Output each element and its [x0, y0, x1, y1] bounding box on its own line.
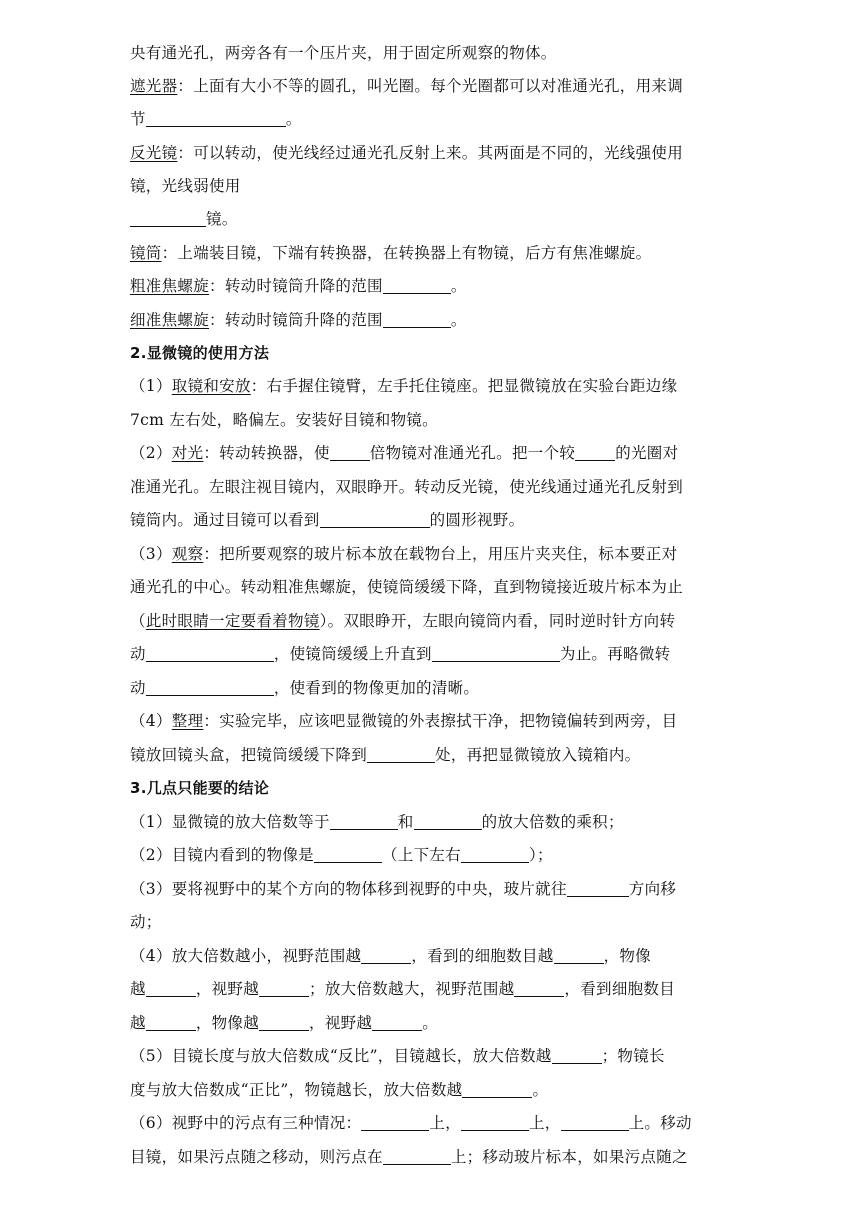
text-span: 的放大倍数的乘积；	[481, 813, 624, 831]
answer-blank[interactable]	[146, 110, 286, 127]
text-line	[130, 1112, 730, 1134]
answer-blank[interactable]	[514, 980, 564, 997]
text-span: 上，	[429, 1114, 461, 1132]
answer-blank[interactable]	[414, 813, 482, 830]
text-span: ，视野越	[309, 1014, 373, 1032]
answer-blank[interactable]	[461, 846, 529, 863]
text-span: （6）视野中的污点有三种情况：	[130, 1114, 362, 1132]
answer-blank[interactable]	[330, 813, 398, 830]
text-span: 。	[285, 110, 302, 128]
answer-blank[interactable]	[146, 679, 274, 696]
answer-blank[interactable]	[383, 311, 451, 328]
text-span: （3）要将视野中的某个方向的物体移到视野的中央，玻片就往	[130, 880, 567, 898]
text-span: 。	[532, 1081, 549, 1099]
term-tube: 镜筒	[130, 244, 162, 262]
text-line	[130, 208, 730, 230]
text-line	[130, 576, 730, 598]
text-span: 整理	[171, 712, 204, 730]
answer-blank[interactable]	[567, 880, 629, 897]
answer-blank[interactable]	[146, 980, 196, 997]
answer-blank[interactable]	[383, 277, 451, 294]
text-line	[130, 309, 730, 331]
text-line	[130, 375, 730, 397]
answer-blank[interactable]	[561, 1114, 629, 1131]
text-line	[130, 1079, 730, 1101]
text-span: ，物像	[603, 947, 651, 965]
text-span: （4）放大倍数越小，视野范围越	[130, 947, 362, 965]
text-span: 动；	[130, 913, 162, 931]
text-span: （2）目镜内看到的物像是	[130, 846, 314, 864]
text-span: 上。移动	[628, 1114, 692, 1132]
text-line	[130, 911, 730, 933]
text-line	[130, 945, 730, 967]
text-line	[130, 1045, 730, 1067]
text-span: （2）	[130, 444, 172, 462]
answer-blank[interactable]	[314, 846, 382, 863]
answer-blank[interactable]	[552, 1047, 602, 1064]
text-span: 上；移动玻片标本，如果污点随之	[450, 1148, 688, 1166]
text-span: 镜放回镜头盒，把镜筒缓缓下降到	[130, 746, 368, 764]
answer-blank[interactable]	[146, 1014, 196, 1031]
text-span: ：实验完毕，应该吧显微镜的外表擦拭干净，把物镜偏转到两旁，目	[203, 712, 678, 730]
text-span: ：转动转换器，使	[203, 444, 330, 462]
text-span: 。	[450, 311, 467, 329]
text-line	[130, 811, 730, 833]
text-line	[130, 476, 730, 498]
text-span: ：上端装目镜，下端有转换器，在转换器上有物镜，后方有焦准螺旋。	[161, 244, 652, 262]
text-span: ；物镜长	[601, 1047, 665, 1065]
text-span: ）。双眼睁开，左眼向镜筒内看，同时逆时针方向转	[319, 612, 676, 630]
text-line	[130, 175, 730, 197]
answer-blank[interactable]	[130, 210, 206, 227]
text-line	[130, 1012, 730, 1034]
text-span: （5）目镜长度与放大倍数成“反比”，目镜越长，放大倍数越	[130, 1047, 552, 1065]
answer-blank[interactable]	[432, 645, 560, 662]
text-span: 动	[130, 645, 146, 663]
text-span: ：上面有大小不等的圆孔，叫光圈。每个光圈都可以对准通光孔，用来调	[177, 77, 684, 95]
text-line	[130, 275, 730, 297]
text-span: ；放大倍数越大，视野范围越	[309, 980, 515, 998]
text-span: 镜，光线弱使用	[130, 177, 241, 195]
text-span: ，看到细胞数目	[564, 980, 676, 998]
text-line	[130, 1146, 730, 1168]
text-span: 对光	[171, 444, 204, 462]
text-span: 取镜和安放	[171, 377, 251, 395]
answer-blank[interactable]	[259, 980, 309, 997]
text-span: ：把所要观察的玻片标本放在载物台上，用压片夹夹住，标本要正对	[203, 545, 678, 563]
text-span: 为止。再略微转	[559, 645, 671, 663]
text-span: 镜筒内。通过目镜可以看到	[130, 511, 320, 529]
text-span: 节	[130, 110, 146, 128]
text-line	[130, 610, 730, 632]
text-span: 动	[130, 679, 146, 697]
answer-blank[interactable]	[383, 1148, 451, 1165]
answer-blank[interactable]	[575, 444, 615, 461]
text-line	[130, 677, 730, 699]
text-span: 观察	[171, 545, 204, 563]
text-span: （上下左右	[381, 846, 461, 864]
text-span: 准通光孔。左眼注视目镜内，双眼睁开。转动反光镜，使光线通过通光孔反射到	[130, 478, 684, 496]
text-span: 通光孔的中心。转动粗准焦螺旋，使镜筒缓缓下降，直到物镜接近玻片标本为止	[130, 578, 684, 596]
text-span: 。	[422, 1014, 439, 1032]
text-span: 上，	[528, 1114, 561, 1132]
text-span: ：转动时镜筒升降的范围	[209, 311, 383, 329]
text-line	[130, 409, 730, 431]
text-span: （3）	[130, 545, 172, 563]
text-span: ：右手握住镜臂，左手托住镜座。把显微镜放在实验台距边缘	[250, 377, 678, 395]
text-span: 此时眼睛一定要看着物镜	[145, 612, 320, 630]
text-line	[130, 844, 730, 866]
text-span: 方向移	[628, 880, 677, 898]
text-span: 越	[130, 980, 146, 998]
answer-blank[interactable]	[461, 1114, 529, 1131]
term-diaphragm: 遮光器	[130, 77, 178, 95]
text-span: ）；	[528, 846, 553, 864]
text-line	[130, 978, 730, 1000]
answer-blank[interactable]	[462, 1081, 532, 1098]
section-heading: 3.几点只能要的结论	[130, 779, 270, 797]
text-span: 目镜，如果污点随之移动，则污点在	[130, 1148, 383, 1166]
text-line	[130, 108, 730, 130]
text-line	[130, 442, 730, 464]
term-mirror: 反光镜	[130, 144, 178, 162]
term-fine-focus: 细准焦螺旋	[130, 311, 210, 329]
text-span: 央有通光孔，两旁各有一个压片夹，用于固定所观察的物体。	[130, 44, 557, 62]
answer-blank[interactable]	[361, 947, 411, 964]
text-span: ：可以转动，使光线经过通光孔反射上来。其两面是不同的，光线强使用	[177, 144, 684, 162]
answer-blank[interactable]	[361, 1114, 429, 1131]
text-line	[130, 75, 730, 97]
text-span: ，视野越	[195, 980, 260, 998]
text-span: ，看到的细胞数目越	[411, 947, 554, 965]
text-span: 和	[397, 813, 414, 831]
answer-blank[interactable]	[259, 1014, 309, 1031]
text-line	[130, 42, 730, 64]
text-span: ，使镜筒缓缓上升直到	[273, 645, 432, 663]
text-span: 7cm 左右处，略偏左。安装好目镜和物镜。	[130, 411, 438, 429]
answer-blank[interactable]	[367, 746, 435, 763]
text-span: （1）	[130, 377, 172, 395]
text-span: 越	[130, 1014, 146, 1032]
text-line	[130, 744, 730, 766]
text-line	[130, 643, 730, 665]
text-line	[130, 543, 730, 565]
answer-blank[interactable]	[372, 1014, 422, 1031]
text-span: 度与放大倍数成“正比”，物镜越长，放大倍数越	[130, 1081, 463, 1099]
section-heading: 2.显微镜的使用方法	[130, 344, 270, 362]
text-span: （4）	[130, 712, 172, 730]
text-span: 倍物镜对准通光孔。把一个较	[369, 444, 576, 462]
text-span: 。	[450, 277, 467, 295]
text-span: 镜。	[206, 210, 238, 228]
text-line	[130, 509, 730, 531]
text-span: ，物像越	[195, 1014, 260, 1032]
text-span: 处，再把显微镜放入镜箱内。	[435, 746, 641, 764]
term-coarse-focus: 粗准焦螺旋	[130, 277, 210, 295]
answer-blank[interactable]	[554, 947, 604, 964]
text-span: （1）显微镜的放大倍数等于	[130, 813, 330, 831]
text-span: 的圆形视野。	[429, 511, 525, 529]
answer-blank[interactable]	[146, 645, 274, 662]
text-span: ，使看到的物像更加的清晰。	[273, 679, 480, 697]
text-line	[130, 142, 730, 164]
text-span: 的光圈对	[615, 444, 679, 462]
text-span: ：转动时镜筒升降的范围	[209, 277, 383, 295]
text-span: （	[130, 612, 146, 630]
answer-blank[interactable]	[330, 444, 370, 461]
text-line	[130, 242, 730, 264]
answer-blank[interactable]	[320, 511, 430, 528]
text-line	[130, 710, 730, 732]
text-line	[130, 878, 730, 900]
